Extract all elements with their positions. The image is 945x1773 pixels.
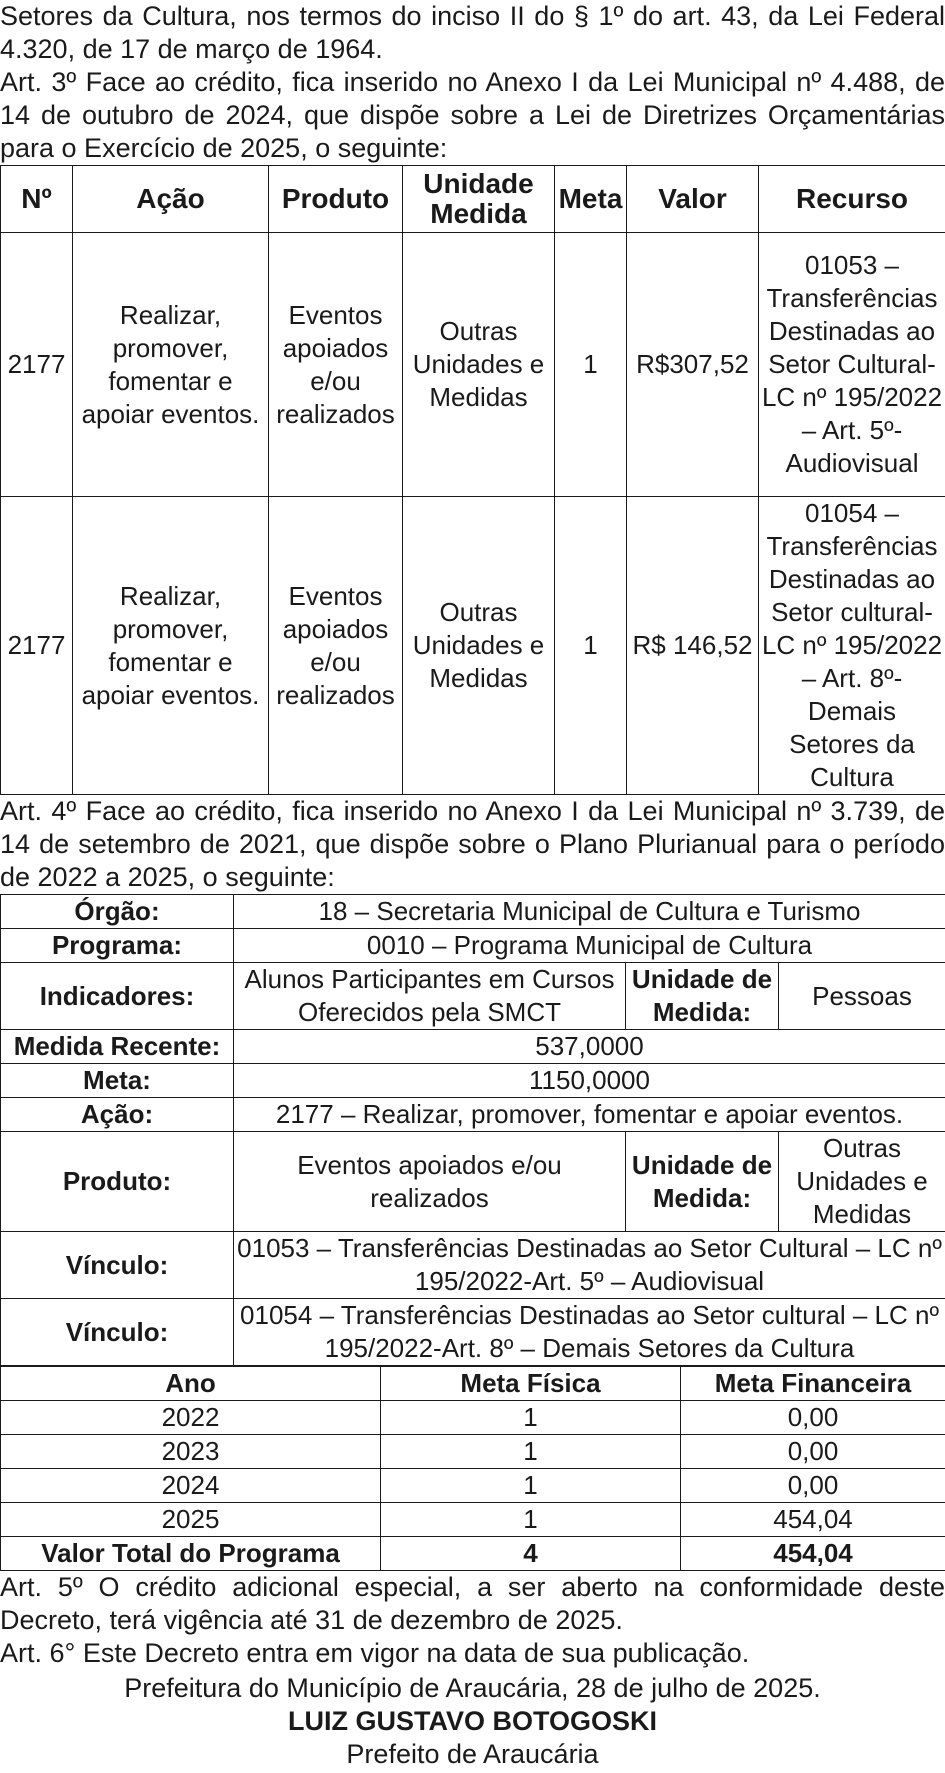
cell-meta-financeira: 0,00 (681, 1469, 945, 1503)
cell-acao: Realizar, promover, fomentar e apoiar eventos. (73, 497, 269, 795)
anos-header-cell: Ano (1, 1367, 381, 1401)
indicadores-value: Alunos Participantes em Cursos Oferecidos pela SMCT (234, 963, 626, 1030)
signature-place-date: Prefeitura do Município de Araucária, 28 de julho de 2025. (124, 1673, 821, 1703)
ldo-header-cell: Recurso (759, 166, 945, 233)
produto-label: Produto: (1, 1132, 234, 1232)
cell-meta-fisica: 1 (381, 1503, 681, 1537)
art5-paragraph: Art. 5º O crédito adicional especial, a ser aberto na conformidade deste Decreto, terá vigência até 31 de dezembro de 2025. (0, 1572, 945, 1635)
produto-unidade-label: Unidade de Medida: (626, 1132, 779, 1232)
cell-unidade: Outras Unidades e Medidas (403, 233, 555, 497)
cell-ano: 2024 (1, 1469, 381, 1503)
cell-meta-fisica: 1 (381, 1401, 681, 1435)
cell-meta-financeira: 0,00 (681, 1401, 945, 1435)
ppa-table (0, 894, 945, 1366)
table-row (1, 1435, 945, 1469)
total-meta-fisica: 4 (381, 1537, 681, 1571)
anos-table (0, 1366, 945, 1571)
programa-label: Programa: (1, 929, 234, 963)
acao-label: Ação: (1, 1098, 234, 1132)
cell-valor: R$307,52 (627, 233, 759, 497)
cell-ano: 2022 (1, 1401, 381, 1435)
table-row (1, 497, 945, 795)
ldo-header-cell: Valor (627, 166, 759, 233)
cell-numero: 2177 (1, 497, 73, 795)
ppa-row-orgao (1, 895, 945, 929)
cell-acao: Realizar, promover, fomentar e apoiar eventos. (73, 233, 269, 497)
ldo-header-row (1, 166, 945, 233)
orgao-label: Órgão: (1, 895, 234, 929)
indicadores-unidade-label: Unidade de Medida: (626, 963, 779, 1030)
cell-produto: Eventos apoiados e/ou realizados (269, 497, 403, 795)
cell-recurso: 01054 – Transferências Destinadas ao Setor cultural-LC nº 195/2022 – Art. 8º-Demais Setores da Cultura (759, 497, 945, 795)
meta-value: 1150,0000 (234, 1064, 945, 1098)
anos-header-cell: Meta Física (381, 1367, 681, 1401)
medida-recente-label: Medida Recente: (1, 1030, 234, 1064)
produto-unidade-value: Outras Unidades e Medidas (779, 1132, 945, 1232)
vinculo-value: 01054 – Transferências Destinadas ao Setor cultural – LC nº 195/2022-Art. 8º – Demais Setores da Cultura (234, 1299, 945, 1366)
ldo-header-cell: Produto (269, 166, 403, 233)
cell-numero: 2177 (1, 233, 73, 497)
total-meta-financeira: 454,04 (681, 1537, 945, 1571)
ppa-row-indicadores (1, 963, 945, 1030)
cell-meta-fisica: 1 (381, 1469, 681, 1503)
indicadores-unidade-value: Pessoas (779, 963, 945, 1030)
signature-role: Prefeito de Araucária (346, 1739, 599, 1769)
indicadores-label: Indicadores: (1, 963, 234, 1030)
signature-name: LUIZ GUSTAVO BOTOGOSKI (287, 1706, 657, 1736)
anos-header-cell: Meta Financeira (681, 1367, 945, 1401)
ppa-row-medida-recente (1, 1030, 945, 1064)
cell-unidade: Outras Unidades e Medidas (403, 497, 555, 795)
art6-paragraph: Art. 6° Este Decreto entra em vigor na data de sua publicação. (0, 1638, 750, 1668)
vinculo-label: Vínculo: (1, 1299, 234, 1366)
ppa-row-acao (1, 1098, 945, 1132)
cell-meta-fisica: 1 (381, 1435, 681, 1469)
total-row (1, 1537, 945, 1571)
art4-paragraph: Art. 4º Face ao crédito, fica inserido no Anexo I da Lei Municipal nº 3.739, de 14 de setembro de 2021, que dispõe sobre o Plano Plurianual para o período de 2022 a 2025, o seguinte: (0, 796, 945, 892)
cell-meta-financeira: 0,00 (681, 1435, 945, 1469)
art3-paragraph: Art. 3º Face ao crédito, fica inserido no Anexo I da Lei Municipal nº 4.488, de 14 de outubro de 2024, que dispõe sobre a Lei de Diretrizes Orçamentárias para o Exercício de 2025, o seguinte: (0, 67, 945, 163)
cell-meta: 1 (555, 233, 627, 497)
medida-recente-value: 537,0000 (234, 1030, 945, 1064)
ppa-row-meta (1, 1064, 945, 1098)
table-row (1, 1503, 945, 1537)
ppa-row-vinculo (1, 1232, 945, 1299)
table-row (1, 233, 945, 497)
cell-meta-financeira: 454,04 (681, 1503, 945, 1537)
anos-header-row (1, 1367, 945, 1401)
vinculo-value: 01053 – Transferências Destinadas ao Setor Cultural – LC nº 195/2022-Art. 5º – Audiovisual (234, 1232, 945, 1299)
ldo-header-cell: Nº (1, 166, 73, 233)
table-row (1, 1401, 945, 1435)
ldo-header-cell: Unidade Medida (403, 166, 555, 233)
ppa-row-produto (1, 1132, 945, 1232)
intro-paragraph: Setores da Cultura, nos termos do inciso II do § 1º do art. 43, da Lei Federal 4.320, de 17 de março de 1964. (0, 1, 945, 64)
cell-valor: R$ 146,52 (627, 497, 759, 795)
total-label: Valor Total do Programa (1, 1537, 381, 1571)
ppa-row-vinculo (1, 1299, 945, 1366)
ldo-header-cell: Meta (555, 166, 627, 233)
table-row (1, 1469, 945, 1503)
ppa-row-programa (1, 929, 945, 963)
vinculo-label: Vínculo: (1, 1232, 234, 1299)
cell-ano: 2025 (1, 1503, 381, 1537)
cell-recurso: 01053 – Transferências Destinadas ao Setor Cultural-LC nº 195/2022 – Art. 5º-Audiovisual (759, 233, 945, 497)
cell-ano: 2023 (1, 1435, 381, 1469)
cell-produto: Eventos apoiados e/ou realizados (269, 233, 403, 497)
programa-value: 0010 – Programa Municipal de Cultura (234, 929, 945, 963)
acao-value: 2177 – Realizar, promover, fomentar e apoiar eventos. (234, 1098, 945, 1132)
meta-label: Meta: (1, 1064, 234, 1098)
ldo-table (0, 165, 945, 795)
produto-value: Eventos apoiados e/ou realizados (234, 1132, 626, 1232)
cell-meta: 1 (555, 497, 627, 795)
orgao-value: 18 – Secretaria Municipal de Cultura e Turismo (234, 895, 945, 929)
ldo-header-cell: Ação (73, 166, 269, 233)
